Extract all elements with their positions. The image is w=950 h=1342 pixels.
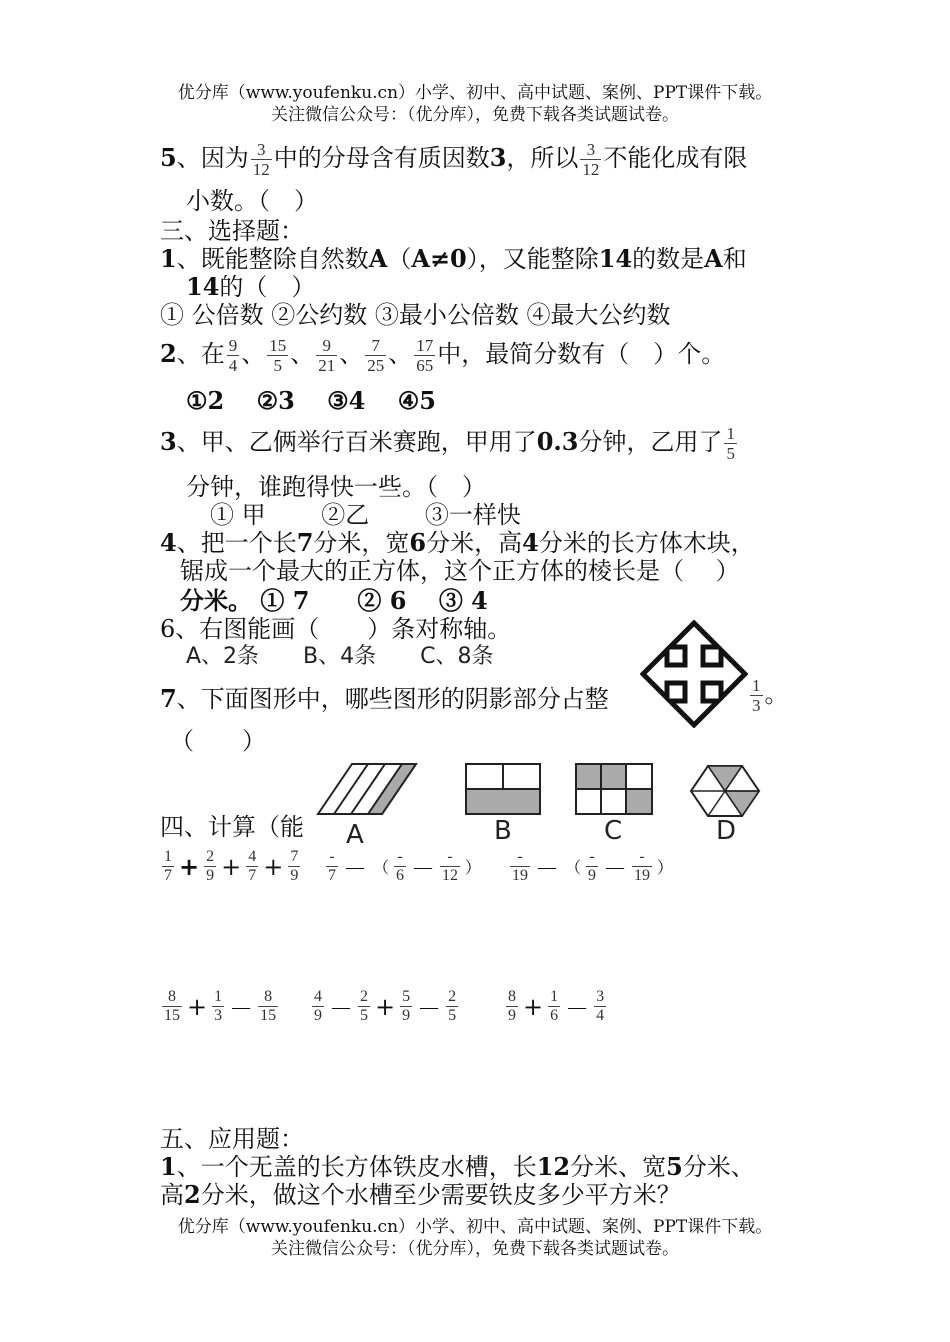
denominator: 5	[273, 356, 282, 375]
fraction	[586, 848, 598, 885]
denominator: 5	[360, 1007, 368, 1024]
q5-text-4: 不能化成有限	[603, 144, 748, 172]
q5-text-1: 、因为	[176, 144, 249, 172]
numerator: 4	[248, 848, 257, 865]
numerator: 1	[214, 988, 223, 1005]
separator: 、	[339, 340, 364, 368]
denominator: 6	[550, 1007, 559, 1024]
numerator: -	[589, 848, 595, 865]
header-line-2: 关注微信公众号：（优分库），免费下载各类试题试卷。	[271, 105, 679, 125]
c4-text-2: 分米，宽	[313, 529, 410, 557]
minus-sign: －	[417, 995, 442, 1023]
c2-number: 2	[160, 339, 177, 368]
numerator: 2	[360, 988, 368, 1005]
a1-text-2: 分米、宽	[570, 1153, 667, 1181]
calc-row-1-expr-3	[508, 848, 676, 885]
a1-bold-2: 5	[666, 1152, 683, 1181]
c4-line-2: 锯成一个最大的正方体，这个正方体的棱长是（ ）	[180, 557, 740, 585]
shape-figures-svg	[308, 756, 778, 856]
application-1	[160, 1152, 755, 1182]
calc-row-2-expr-3	[504, 988, 608, 1025]
c2-text-2: 中，最简分数有（ ）个。	[437, 340, 726, 368]
separator: 、	[290, 340, 315, 368]
a1-text-4: 分米，做这个水槽至少需要铁皮多少平方米？	[200, 1181, 681, 1209]
choice-6: 6、右图能画（ ）条对称轴。	[160, 615, 512, 643]
figure-label-b: B	[494, 816, 512, 846]
numerator: 1	[164, 848, 172, 865]
c2-text-1: 、在	[176, 340, 225, 368]
fraction	[204, 848, 216, 885]
c1-text-6: 的（ ）	[219, 273, 316, 301]
c2-fraction-2	[267, 336, 288, 375]
fraction	[246, 848, 258, 885]
separator: 、	[388, 340, 413, 368]
denominator: 9	[508, 1007, 516, 1024]
fraction	[594, 988, 606, 1025]
fraction	[312, 988, 324, 1025]
c4-text-4: 分米的长方体木块，	[538, 529, 755, 557]
minus-sign: －	[411, 855, 436, 883]
fraction	[212, 988, 224, 1025]
q5-bold-1: 3	[489, 143, 507, 172]
denominator: 9	[588, 867, 597, 884]
minus-sign: －	[229, 995, 254, 1023]
c4-bold-2: 6	[409, 528, 427, 557]
c3-number: 3	[160, 427, 177, 456]
fraction	[358, 988, 370, 1025]
denominator: 7	[248, 867, 257, 884]
a1-bold-1: 12	[536, 1152, 571, 1181]
calc-row-1-expr-1	[160, 848, 302, 885]
figure-label-a: A	[346, 820, 364, 850]
c1-text-4: 的数是	[632, 245, 705, 273]
c1-line-2	[186, 272, 315, 302]
choice-3	[160, 424, 739, 463]
c3-text-2: 分钟，乙用了	[578, 428, 723, 456]
fraction	[440, 848, 460, 885]
numerator: 7	[371, 336, 380, 355]
plus-sign: +	[179, 852, 200, 881]
plus-sign: +	[221, 852, 242, 881]
c2-fraction-4	[365, 336, 386, 375]
c3-line-2: 分钟，谁跑得快一些。（ ）	[186, 473, 486, 501]
denominator: 4	[596, 1007, 605, 1024]
q5-text-2: 中的分母含有质因数	[273, 144, 490, 172]
fraction	[162, 988, 182, 1025]
numerator: -	[517, 848, 523, 865]
minus-sign: －	[565, 995, 590, 1023]
c7-text-2: 。	[764, 680, 789, 708]
c1-text-1: 、既能整除自然数	[176, 245, 369, 273]
shape-figures	[308, 756, 778, 856]
q5-number: 5	[160, 143, 177, 172]
figure-a-parallelogram	[318, 764, 416, 814]
fraction	[162, 848, 174, 885]
calc-row-2-expr-1	[160, 988, 280, 1025]
q5-fraction-1	[251, 140, 272, 179]
footer-line-1: 优分库（www.youfenku.cn）小学、初中、高中试题、案例、PPT课件下载。	[177, 1217, 773, 1237]
section-4-title: 四、计算（能	[160, 813, 304, 841]
c2-fraction-5	[414, 336, 435, 375]
denominator: 3	[214, 1007, 223, 1024]
choice-1	[160, 244, 747, 274]
minus-sign: －	[535, 855, 559, 883]
c7-fraction-tail	[748, 676, 789, 715]
numerator: 2	[206, 848, 215, 865]
fraction	[510, 848, 530, 885]
c1-bold-5: 14	[186, 272, 220, 301]
c4-number: 4	[160, 528, 177, 557]
header-line-1: 优分库（www.youfenku.cn）小学、初中、高中试题、案例、PPT课件下载。	[177, 83, 773, 103]
denominator: 21	[318, 356, 336, 375]
c1-text-2: （	[387, 245, 412, 273]
numerator: -	[447, 848, 453, 865]
numerator: 1	[752, 676, 761, 695]
numerator: 3	[596, 988, 605, 1005]
numerator: 5	[402, 988, 411, 1005]
numerator: 3	[586, 140, 596, 159]
denominator: 19	[634, 867, 651, 884]
numerator: 3	[256, 140, 266, 159]
numerator: 17	[416, 336, 434, 355]
choice-4	[160, 528, 755, 558]
c1-bold-3: 14	[598, 244, 633, 273]
denominator: 15	[260, 1007, 277, 1024]
c3-fraction	[724, 424, 737, 463]
fraction	[506, 988, 518, 1025]
fraction	[632, 848, 652, 885]
numerator: 9	[228, 336, 238, 355]
section-3-title: 三、选择题：	[160, 217, 304, 245]
fraction	[326, 848, 338, 885]
figure-label-d: D	[716, 816, 737, 846]
numerator: 8	[168, 988, 176, 1005]
c2-fraction-1	[227, 336, 240, 375]
calc-row-1-expr-2	[324, 848, 484, 885]
c7-number: 7	[160, 684, 177, 713]
denominator: 9	[402, 1007, 411, 1024]
section-5-title: 五、应用题：	[160, 1125, 304, 1153]
denominator: 12	[252, 160, 270, 179]
denominator: 12	[442, 867, 459, 884]
question-5	[160, 140, 747, 179]
numerator: 1	[550, 988, 559, 1005]
numerator: 2	[448, 988, 457, 1005]
a1-number: 1	[160, 1152, 177, 1181]
denominator: 9	[206, 867, 215, 884]
c1-bold-1: A	[368, 244, 388, 273]
separator: 、	[241, 340, 266, 368]
c3-text-1: 、甲、乙俩举行百米赛跑，甲用了	[176, 428, 537, 456]
plus-sign: +	[263, 852, 284, 881]
a1-text-1: 、一个无盖的长方体铁皮水槽，长	[176, 1153, 537, 1181]
left-paren: （	[373, 858, 390, 877]
choice-2	[160, 336, 725, 375]
c1-text-5: 和	[722, 245, 747, 273]
c4-bold-3: 4	[522, 528, 539, 557]
right-paren: ）	[465, 858, 482, 877]
c3-bold-1: 0.3	[536, 427, 579, 456]
numerator: 1	[726, 424, 735, 443]
choice-7	[160, 684, 609, 714]
numerator: 8	[264, 988, 273, 1005]
denominator: 5	[726, 444, 735, 463]
fraction	[258, 988, 278, 1025]
plus-sign: +	[187, 992, 208, 1021]
q5-text-3: ，所以	[506, 144, 579, 172]
q5-line-2: 小数。（ ）	[186, 187, 318, 215]
denominator: 3	[752, 696, 761, 715]
denominator: 15	[164, 1007, 180, 1024]
denominator: 4	[228, 356, 238, 375]
figure-b-rectangle	[466, 764, 540, 814]
denominator: 7	[164, 867, 172, 884]
minus-sign: －	[603, 855, 628, 883]
figure-d-hexagon	[691, 766, 759, 816]
c7-text-1: 、下面图形中，哪些图形的阴影部分占整	[176, 685, 609, 713]
c1-number: 1	[160, 244, 177, 273]
a1-line-2	[160, 1180, 681, 1210]
denominator: 19	[512, 867, 528, 884]
plus-sign: +	[523, 992, 544, 1021]
denominator: 9	[290, 867, 299, 884]
c2-options: ①2 ②3 ③4 ④5	[186, 386, 436, 415]
denominator: 5	[448, 1007, 457, 1024]
denominator: 12	[582, 160, 600, 179]
numerator: 8	[508, 988, 516, 1005]
c6-options: A、2条 B、4条 C、8条	[186, 644, 494, 669]
a1-text-0: 高	[160, 1181, 184, 1209]
numerator: 7	[290, 848, 299, 865]
c1-bold-2: A≠0	[411, 244, 467, 273]
minus-sign: －	[343, 855, 367, 883]
left-paren: （	[565, 858, 582, 877]
denominator: 6	[396, 867, 405, 884]
denominator: 7	[328, 867, 336, 884]
numerator: -	[329, 848, 335, 865]
c1-options: ① 公倍数 ②公约数 ③最小公倍数 ④最大公约数	[160, 301, 671, 329]
c7-fraction	[750, 676, 763, 715]
figure-c-grid	[576, 764, 652, 814]
cross-arrow-figure	[640, 620, 748, 728]
numerator: -	[639, 848, 645, 865]
c4-line-3: 分米。 ① 7 ② 6 ③ 4	[180, 586, 488, 615]
c2-fraction-3	[316, 336, 337, 375]
fraction	[446, 988, 458, 1025]
calc-row-2-expr-2	[310, 988, 460, 1025]
numerator: 4	[314, 988, 322, 1005]
c4-text-3: 分米，高	[426, 529, 523, 557]
plus-sign: +	[375, 992, 396, 1021]
denominator: 25	[367, 356, 385, 375]
c4-text-1: 、把一个长	[176, 529, 297, 557]
c3-options: ① 甲 ②乙 ③一样快	[210, 501, 521, 529]
fraction	[400, 988, 412, 1025]
numerator: 15	[269, 336, 287, 355]
denominator: 65	[416, 356, 434, 375]
c4-bold-1: 7	[296, 528, 314, 557]
c1-bold-4: A	[704, 244, 723, 273]
c7-line-2: （ ）	[170, 727, 266, 755]
footer-line-2: 关注微信公众号：（优分库），免费下载各类试题试卷。	[271, 1239, 679, 1259]
minus-sign: －	[329, 995, 353, 1023]
q5-fraction-2	[580, 140, 601, 179]
fraction	[548, 988, 560, 1025]
a1-text-3: 分米、	[682, 1153, 755, 1181]
fraction	[288, 848, 300, 885]
a1-bold-3: 2	[184, 1180, 201, 1209]
right-paren: ）	[657, 858, 674, 877]
fraction	[394, 848, 406, 885]
denominator: 9	[314, 1007, 322, 1024]
c1-text-3: ），又能整除	[466, 245, 599, 273]
numerator: 9	[322, 336, 331, 355]
figure-label-c: C	[604, 816, 623, 846]
numerator: -	[397, 848, 403, 865]
